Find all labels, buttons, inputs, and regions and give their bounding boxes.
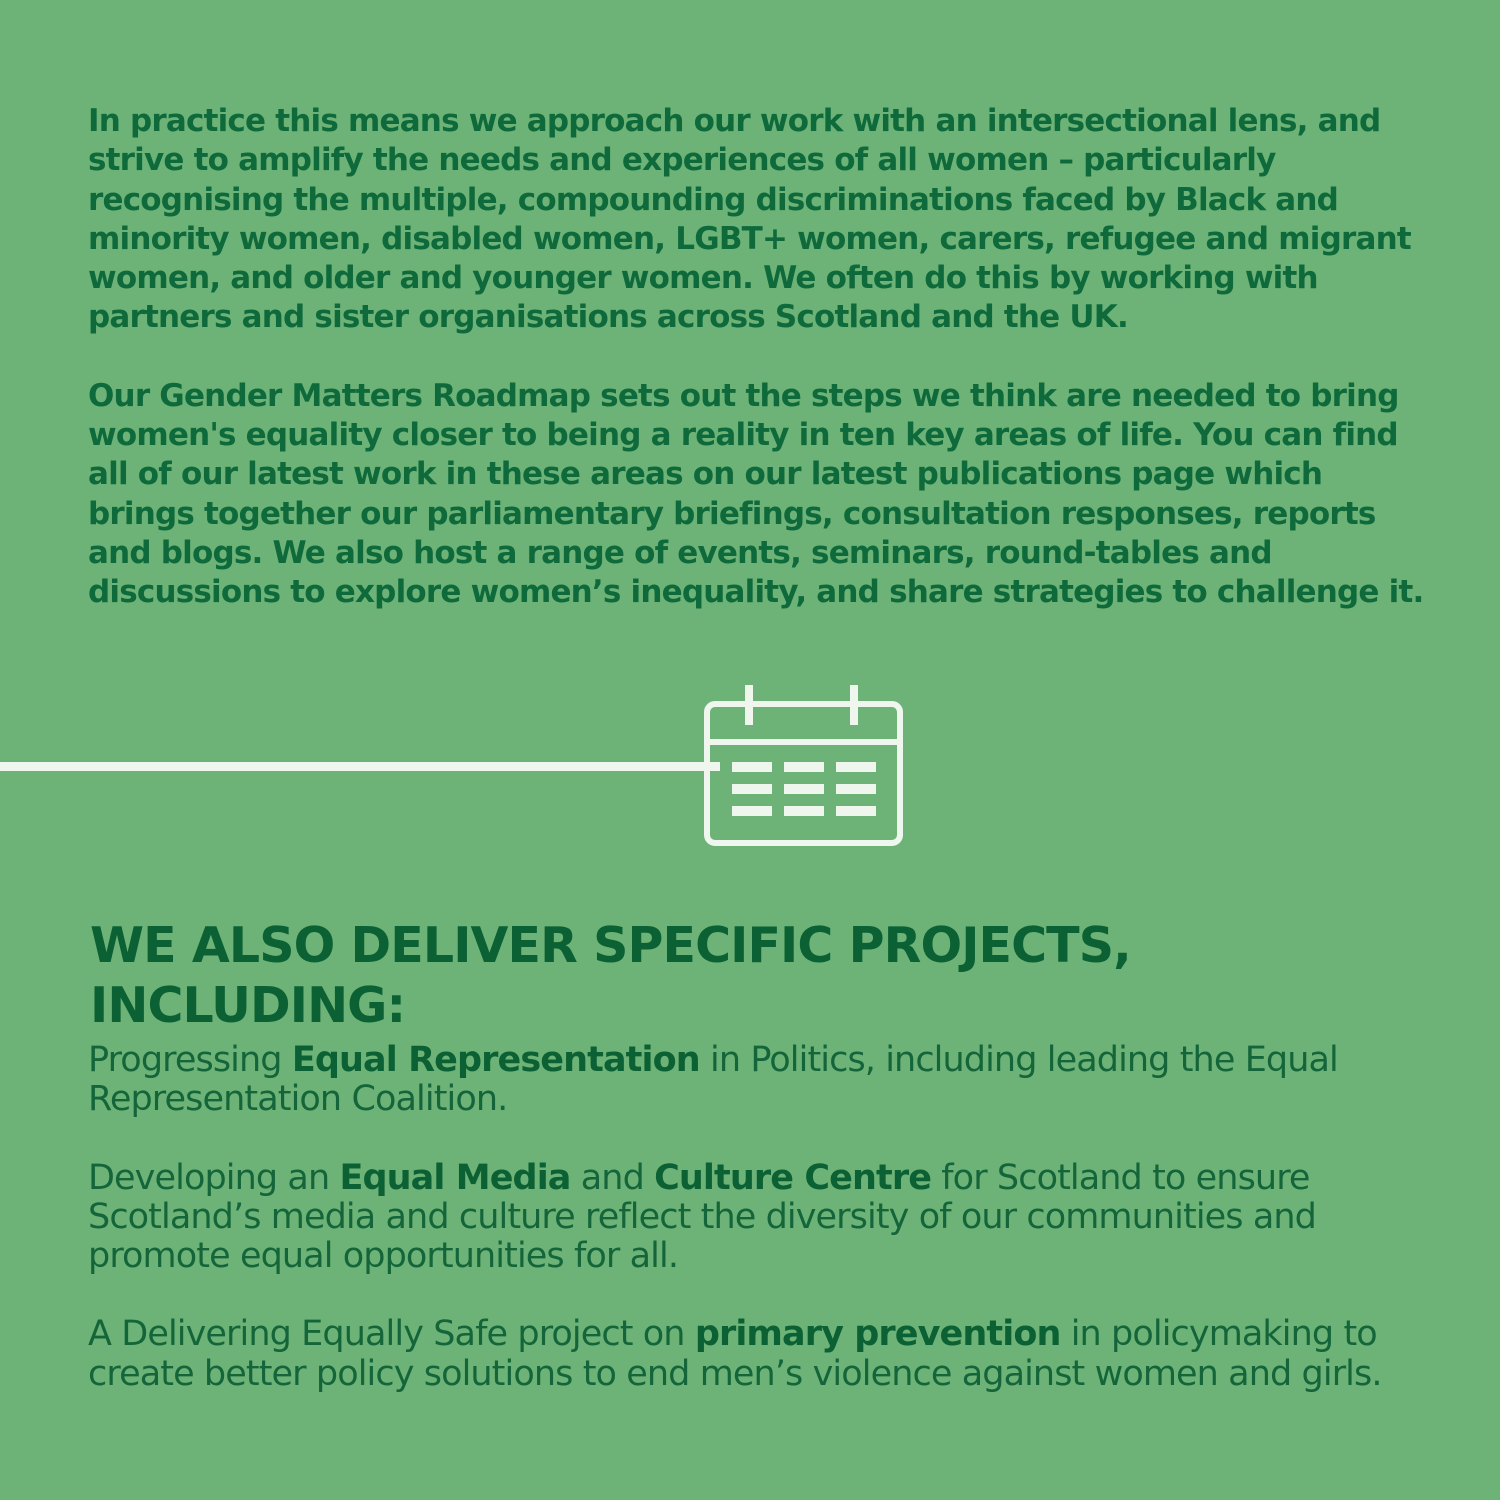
divider-line <box>0 762 720 771</box>
project-item-highlight: Equal Representation <box>291 1040 700 1080</box>
projects-heading: WE ALSO DELIVER SPECIFIC PROJECTS, INCLUDING: <box>90 917 1131 1034</box>
project-item <box>88 1159 1448 1277</box>
project-item-highlight: Equal Media <box>339 1157 571 1198</box>
project-item-text: in Politics, including leading the Equal Representation Coalition. <box>88 1040 1338 1120</box>
project-item-highlight: Culture Centre <box>654 1157 932 1198</box>
projects-list <box>88 1041 1448 1433</box>
intro-section <box>88 102 1428 652</box>
project-item-text: for Scotland to ensure Scotland’s media and culture reflect the diversity of our communities and promote equal opportunities for all. <box>88 1157 1316 1277</box>
intro-paragraph: Our Gender Matters Roadmap sets out the steps we think are needed to bring women's equality closer to being a reality in ten key areas of life. You can find all of our latest work in these areas on our latest publications page which brings together our parliamentary briefings, consultation responses, reports and blogs. We also host a range of events, seminars, round-tables and discussions to explore women’s inequality, and share strategies to challenge it. <box>88 377 1424 611</box>
project-item-highlight: primary prevention <box>694 1314 1061 1355</box>
project-item-text: Progressing <box>88 1040 292 1080</box>
project-item-text: A Delivering Equally Safe project on <box>88 1314 695 1355</box>
project-item <box>88 1315 1448 1394</box>
calendar-icon <box>702 682 906 848</box>
intro-paragraph: In practice this means we approach our work with an intersectional lens, and strive to amplify the needs and experiences of all women – particularly recognising the multiple, compounding discriminations faced by Black and minority women, disabled women, LGBT+ women, carers, refugee and migrant women, and older and younger women. We often do this by working with partners and sister organisations across Scotland and the UK. <box>88 103 1411 336</box>
project-item-text: in policymaking to create better policy solutions to end men’s violence against women and girls. <box>88 1314 1382 1394</box>
project-item <box>88 1041 1448 1120</box>
project-item-text: and <box>570 1157 655 1198</box>
project-item-text: Developing an <box>88 1157 340 1198</box>
